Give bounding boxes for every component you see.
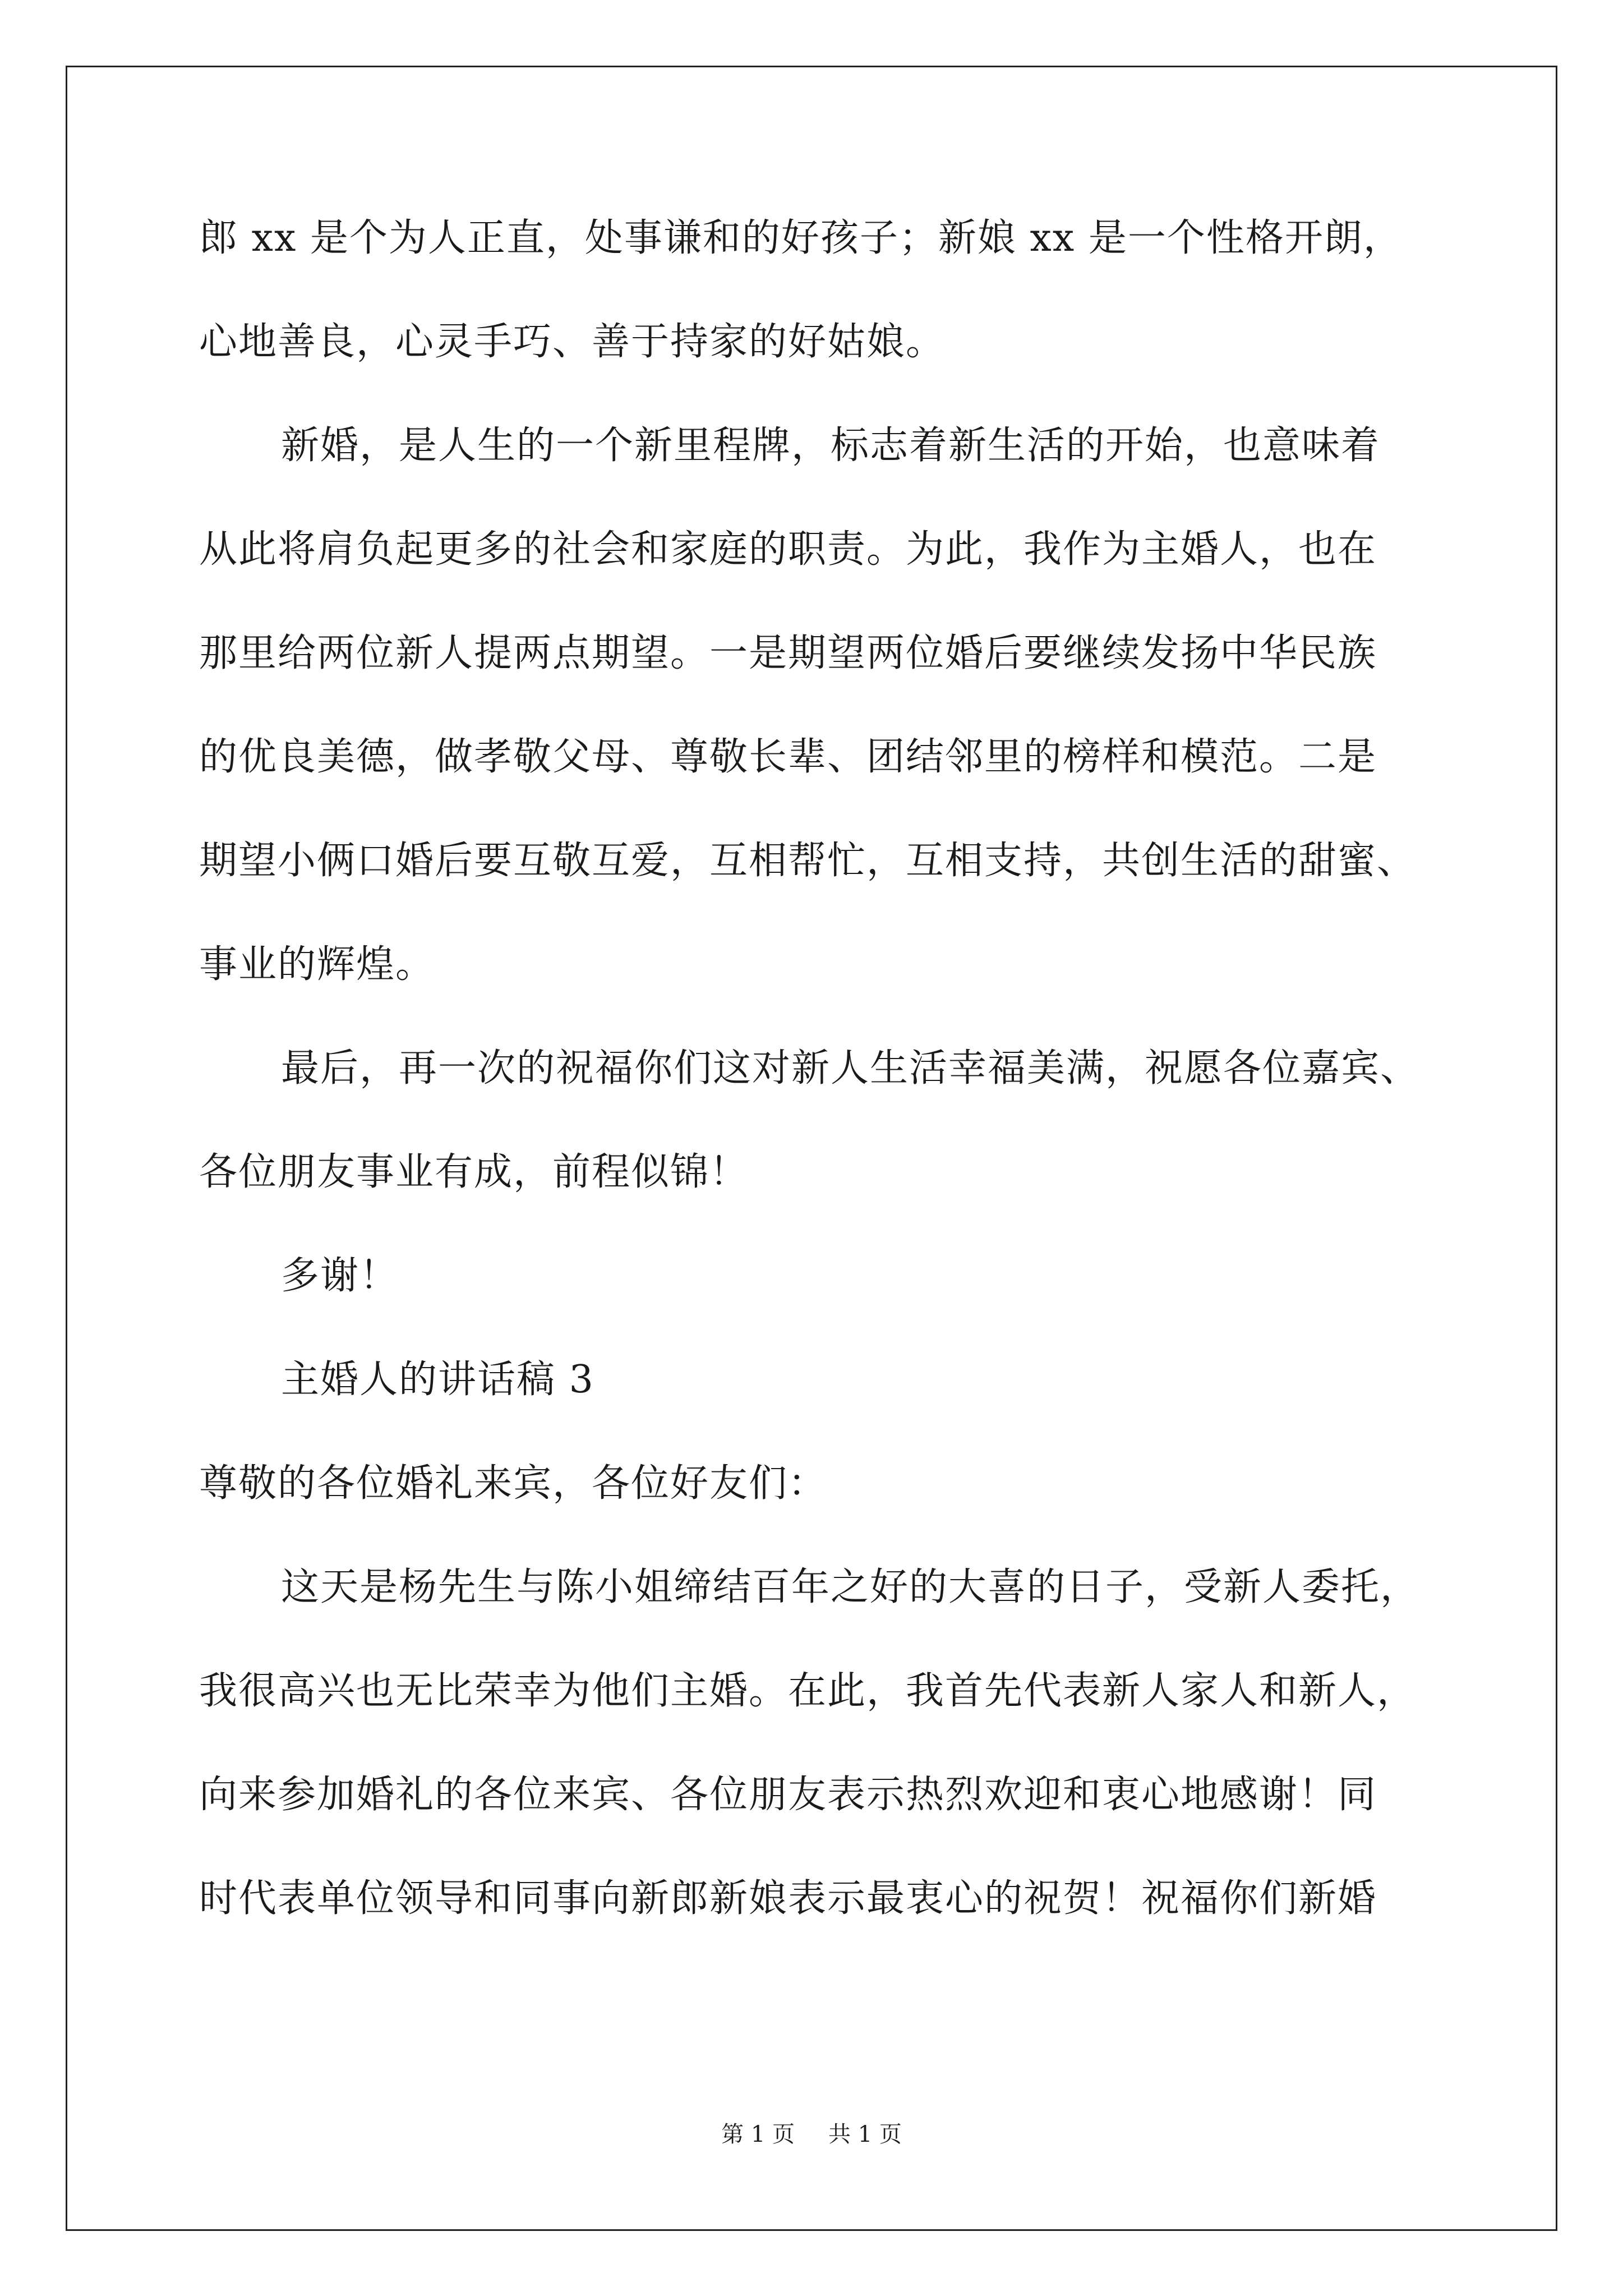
text-line: 各位朋友事业有成，前程似锦！ <box>199 1150 749 1194</box>
text-line: 事业的辉煌。 <box>199 942 435 987</box>
text-line: 多谢！ <box>281 1254 399 1298</box>
text-line: 我很高兴也无比荣幸为他们主婚。在此，我首先代表新人家人和新人， <box>199 1669 1417 1713</box>
page-number: 第 1 页 <box>721 2122 795 2147</box>
text-line: 从此将肩负起更多的社会和家庭的职责。为此，我作为主婚人，也在 <box>199 527 1377 572</box>
text-line: 心地善良，心灵手巧、善于持家的好姑娘。 <box>199 320 946 364</box>
text-line: 那里给两位新人提两点期望。一是期望两位婚后要继续发扬中华民族 <box>199 631 1377 675</box>
page-total: 共 1 页 <box>828 2122 902 2147</box>
text-line: 向来参加婚礼的各位来宾、各位朋友表示热烈欢迎和衷心地感谢！同 <box>199 1773 1377 1817</box>
text-line: 时代表单位领导和同事向新郎新娘表示最衷心的祝贺！祝福你们新婚 <box>199 1876 1377 1921</box>
section-heading: 主婚人的讲话稿 3 <box>281 1358 594 1402</box>
text-line: 的优良美德，做孝敬父母、尊敬长辈、团结邻里的榜样和模范。二是 <box>199 735 1377 779</box>
text-line: 这天是杨先生与陈小姐缔结百年之好的大喜的日子，受新人委托， <box>281 1565 1420 1609</box>
text-line: 郎 xx 是个为人正直，处事谦和的好孩子；新娘 xx 是一个性格开朗， <box>199 216 1403 260</box>
salutation: 尊敬的各位婚礼来宾，各位好友们： <box>199 1461 828 1506</box>
page-footer <box>0 2118 1623 2151</box>
text-line: 新婚，是人生的一个新里程牌，标志着新生活的开始，也意味着 <box>281 424 1381 468</box>
text-line: 期望小俩口婚后要互敬互爱，互相帮忙，互相支持，共创生活的甜蜜、 <box>199 839 1417 883</box>
text-line: 最后，再一次的祝福你们这对新人生活幸福美满，祝愿各位嘉宾、 <box>281 1046 1420 1091</box>
